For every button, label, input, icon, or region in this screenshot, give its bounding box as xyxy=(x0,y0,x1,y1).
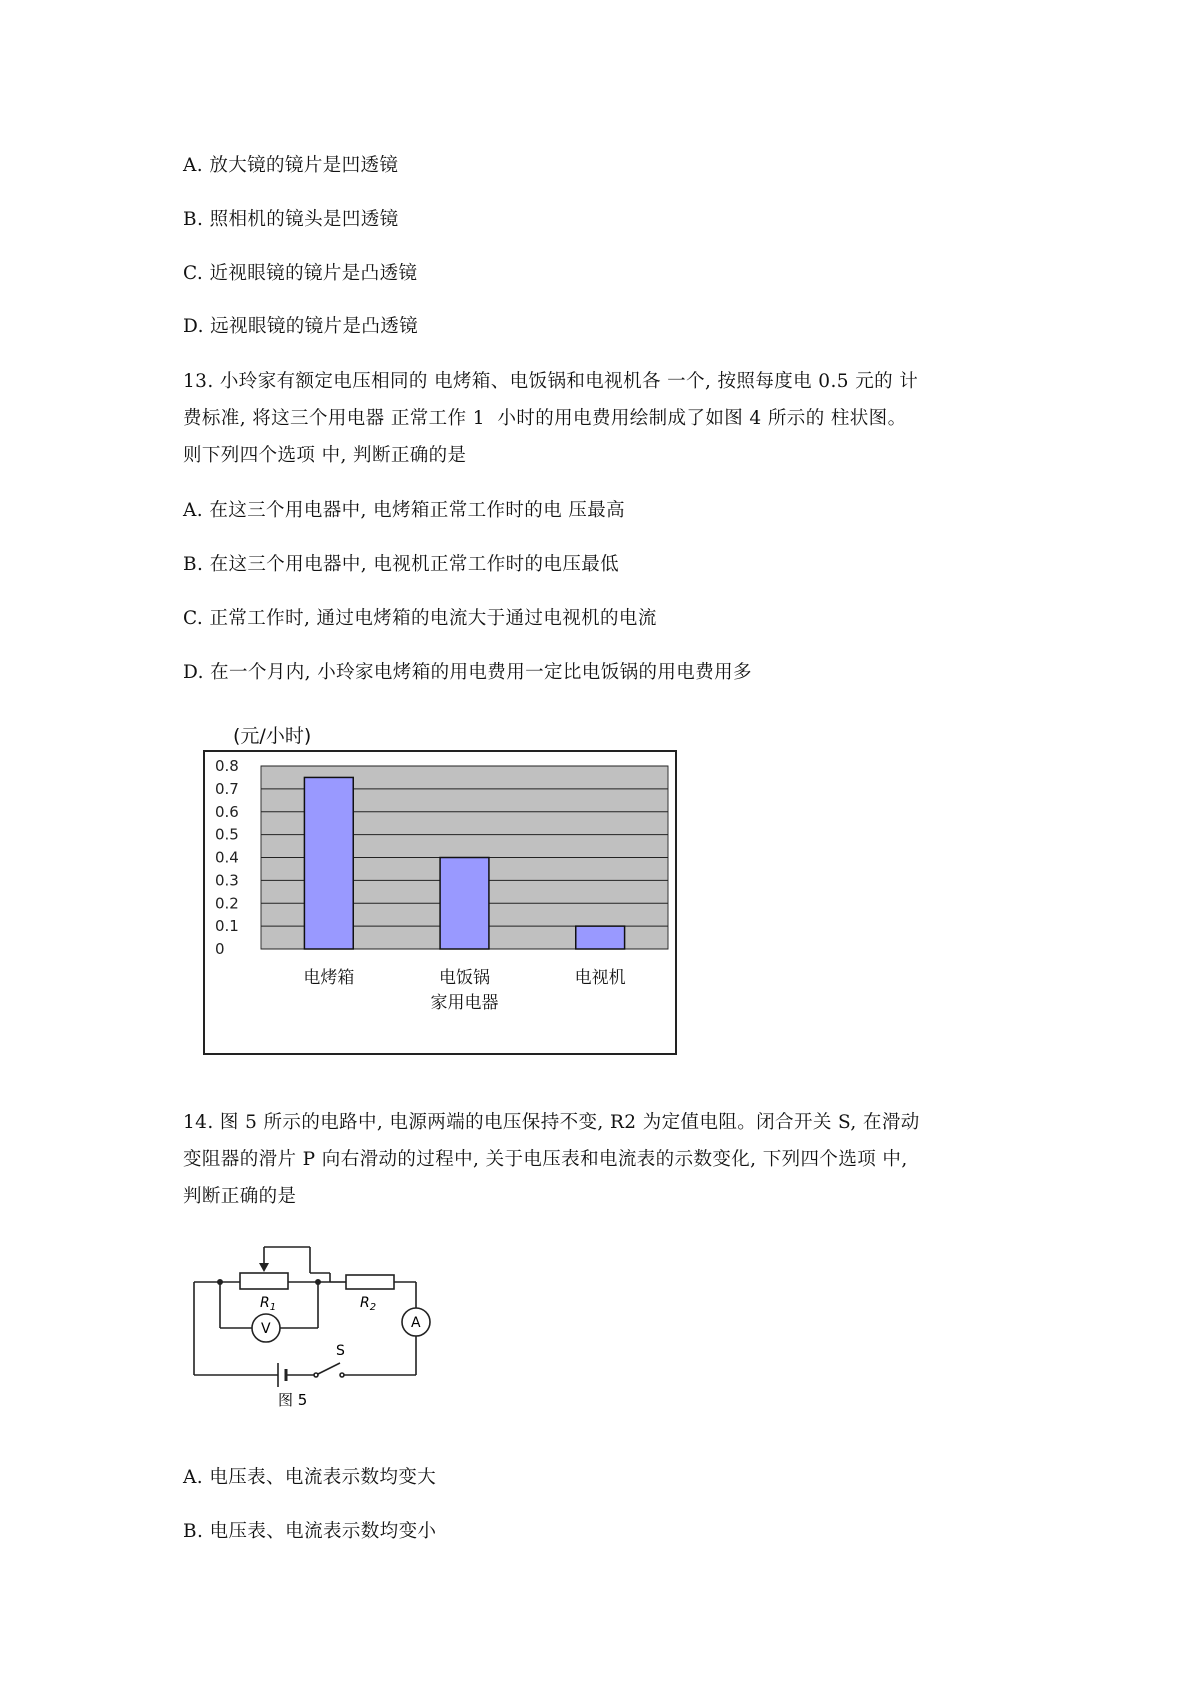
y-tick-label: 0.8 xyxy=(215,757,239,775)
resistor-r2 xyxy=(346,1275,394,1289)
voltmeter-label: V xyxy=(261,1321,271,1337)
circuit-diagram xyxy=(190,1245,450,1415)
y-tick-label: 0.5 xyxy=(215,825,239,844)
bar-2 xyxy=(440,858,489,950)
y-tick-label: 0.2 xyxy=(215,894,239,913)
q13-option-a: A. 在这三个用电器中, 电烤箱正常工作时的电 压最高 xyxy=(183,500,626,521)
q14-option-b: B. 电压表、电流表示数均变小 xyxy=(183,1521,437,1542)
y-tick-label: 0.7 xyxy=(215,779,239,798)
q13-stem-line-3: 则下列四个选项 中, 判断正确的是 xyxy=(183,445,467,466)
ammeter-label: A xyxy=(411,1315,421,1331)
q13-option-b: B. 在这三个用电器中, 电视机正常工作时的电压最低 xyxy=(183,554,620,575)
q13-stem-line-1: 13. 小玲家有额定电压相同的 电烤箱、电饭锅和电视机各 一个, 按照每度电 0.5 元的 计 xyxy=(183,371,919,392)
bar-chart-frame xyxy=(203,750,677,1055)
q13-option-c: C. 正常工作时, 通过电烤箱的电流大于通过电视机的电流 xyxy=(183,608,657,629)
q14-option-a: A. 电压表、电流表示数均变大 xyxy=(183,1467,437,1488)
figure-caption: 图 5 xyxy=(278,1391,308,1409)
y-tick-label: 0.4 xyxy=(215,848,239,867)
q12-option-b: B. 照相机的镜头是凹透镜 xyxy=(183,209,399,230)
chart-unit-label: (元/小时) xyxy=(233,725,312,747)
x-tick-label: 电烤箱 xyxy=(303,968,355,988)
junction-dot xyxy=(217,1279,223,1285)
rheostat-r1 xyxy=(240,1273,288,1289)
q13-option-d: D. 在一个月内, 小玲家电烤箱的用电费用一定比电饭锅的用电费用多 xyxy=(183,662,752,683)
y-tick-label: 0 xyxy=(215,940,225,958)
y-tick-label: 0.3 xyxy=(215,871,239,890)
bar-chart xyxy=(205,752,675,1053)
y-tick-label: 0.1 xyxy=(215,917,239,936)
q12-option-c: C. 近视眼镜的镜片是凸透镜 xyxy=(183,263,418,284)
x-tick-label: 电视机 xyxy=(574,968,626,988)
x-tick-label: 电饭锅 xyxy=(439,968,490,988)
q13-stem-line-2: 费标准, 将这三个用电器 正常工作 1 小时的用电费用绘制成了如图 4 所示的 柱状图。 xyxy=(183,408,907,429)
switch-label: S xyxy=(336,1343,345,1359)
r2-label: $R_2$ xyxy=(360,1295,377,1313)
q14-stem-line-2: 变阻器的滑片 P 向右滑动的过程中, 关于电压表和电流表的示数变化, 下列四个选项 中, xyxy=(183,1149,908,1170)
junction-dot xyxy=(315,1279,321,1285)
switch-s xyxy=(318,1363,340,1374)
q14-stem-line-1: 14. 图 5 所示的电路中, 电源两端的电压保持不变, R2 为定值电阻。闭合开关 S, 在滑动 xyxy=(183,1112,920,1133)
x-axis-label: 家用电器 xyxy=(430,993,499,1013)
q12-option-d: D. 远视眼镜的镜片是凸透镜 xyxy=(183,316,419,337)
q12-option-a: A. 放大镜的镜片是凹透镜 xyxy=(183,155,399,176)
q14-stem-line-3: 判断正确的是 xyxy=(183,1186,297,1207)
bar-1 xyxy=(304,777,353,949)
bar-3 xyxy=(576,926,625,949)
slider-arrow-icon xyxy=(259,1263,269,1272)
r1-label: $R_1$ xyxy=(260,1295,277,1313)
y-tick-label: 0.6 xyxy=(215,802,239,821)
